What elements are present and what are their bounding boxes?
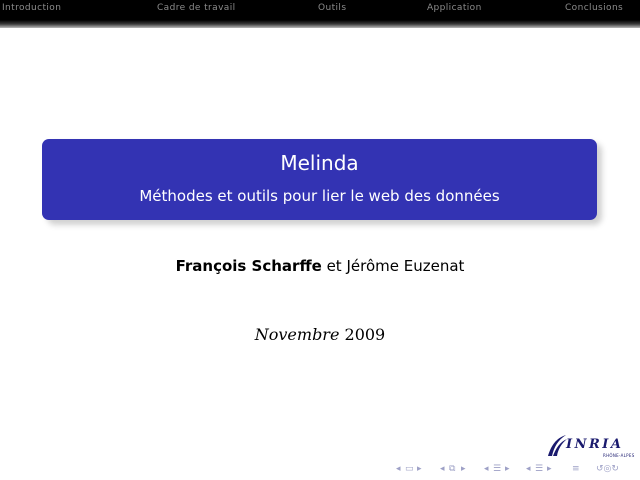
frame-icon[interactable]: ▭: [405, 464, 414, 474]
author-conjunction: et: [326, 257, 342, 275]
doc-next-icon[interactable]: ▸: [547, 464, 552, 474]
nav-item-application[interactable]: Application: [427, 3, 482, 13]
logo-subtext: RHÔNE-ALPES: [603, 453, 635, 458]
nav-item-introduction[interactable]: Introduction: [2, 3, 62, 13]
section-icon[interactable]: ☰: [493, 464, 502, 474]
subsection-icon[interactable]: ⧉: [449, 464, 456, 474]
slide-date: [0, 324, 640, 346]
nav-item-outils[interactable]: Outils: [318, 3, 347, 13]
slide-title: Melinda: [280, 151, 359, 175]
search-icon[interactable]: ↺◎↻: [596, 464, 619, 474]
subsection-prev-icon[interactable]: ◂: [440, 464, 445, 474]
inria-logo: [545, 433, 637, 459]
slide-subtitle: Méthodes et outils pour lier le web des données: [139, 187, 500, 205]
back-icon[interactable]: ≡: [572, 464, 580, 474]
section-next-icon[interactable]: ▸: [505, 464, 510, 474]
frame-next-icon[interactable]: ▸: [417, 464, 422, 474]
section-prev-icon[interactable]: ◂: [484, 464, 489, 474]
logo-text: INRIA: [566, 437, 624, 452]
doc-icon[interactable]: ☰: [535, 464, 544, 474]
headline-navbar: [0, 0, 640, 28]
nav-item-conclusions[interactable]: Conclusions: [565, 3, 624, 13]
date-month: Novembre: [254, 325, 340, 344]
doc-prev-icon[interactable]: ◂: [526, 464, 531, 474]
beamer-navigation-symbols: [396, 463, 634, 475]
authors: [0, 256, 640, 276]
frame-prev-icon[interactable]: ◂: [396, 464, 401, 474]
nav-item-cadre-de-travail[interactable]: Cadre de travail: [157, 3, 236, 13]
subsection-next-icon[interactable]: ▸: [461, 464, 466, 474]
author-primary: François Scharffe: [175, 257, 322, 275]
title-block: [42, 139, 597, 220]
date-year: 2009: [344, 325, 386, 344]
author-secondary: Jérôme Euzenat: [346, 257, 465, 275]
